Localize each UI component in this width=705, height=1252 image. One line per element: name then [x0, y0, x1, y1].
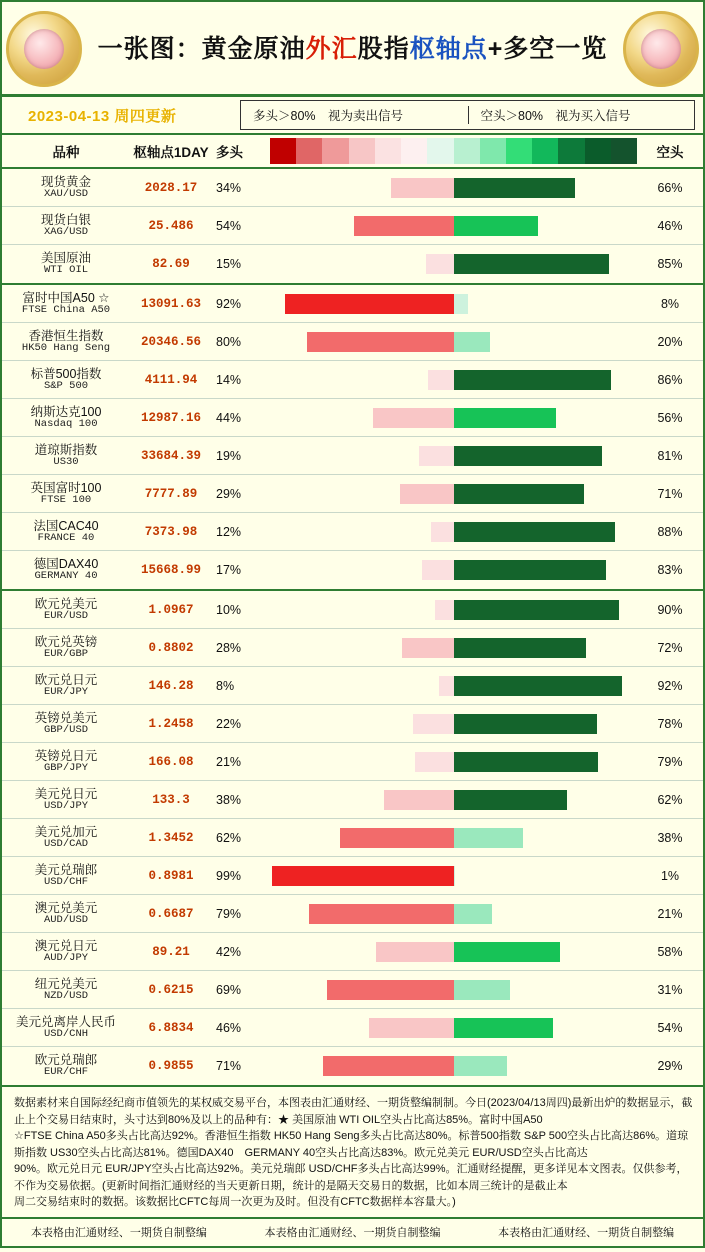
short-bar — [454, 294, 469, 314]
table-row[interactable] — [2, 857, 703, 895]
sentiment-bar-cell — [270, 361, 637, 398]
short-bar — [454, 1056, 507, 1076]
instrument-code: AUD/USD — [43, 913, 89, 926]
short-percent: 46% — [657, 218, 683, 233]
pivot-value: 0.9855 — [148, 1059, 194, 1073]
footer-note — [2, 1087, 703, 1219]
short-percent: 38% — [657, 830, 683, 845]
data-table — [2, 169, 703, 1087]
instrument-name — [2, 481, 130, 507]
instrument-name — [2, 673, 130, 699]
short-bar — [454, 638, 586, 658]
instrument-code: USD/JPY — [43, 799, 89, 812]
pivot-value: 0.8802 — [148, 640, 194, 655]
long-bar — [285, 294, 454, 314]
asset-group-0 — [2, 169, 703, 285]
short-bar — [454, 866, 456, 886]
long-bar — [272, 866, 454, 886]
instrument-name — [2, 443, 130, 469]
instrument-code: FRANCE 40 — [37, 531, 95, 544]
gradient-swatch-5 — [401, 138, 427, 164]
table-row[interactable] — [2, 1009, 703, 1047]
sentiment-bar-cell — [270, 971, 637, 1008]
sentiment-bar-cell — [270, 323, 637, 360]
gradient-swatch-3 — [349, 138, 375, 164]
long-percent: 54% — [216, 218, 242, 233]
long-bar — [369, 1018, 453, 1038]
instrument-name — [2, 977, 130, 1003]
pivot-value: 2028.17 — [144, 180, 198, 195]
title-part3: +多空一览 — [487, 35, 608, 63]
title-red: 外汇 — [305, 35, 358, 63]
short-bar — [454, 942, 560, 962]
instrument-label-cn: 澳元兑日元 — [34, 938, 98, 953]
pivot-value: 1.0967 — [148, 602, 194, 617]
short-bar — [454, 676, 623, 696]
pivot-value: 33684.39 — [140, 448, 201, 463]
instrument-label-cn: 澳元兑美元 — [34, 900, 98, 915]
short-percent: 54% — [657, 1020, 683, 1035]
gradient-swatch-4 — [375, 138, 401, 164]
sentiment-bar-cell — [270, 705, 637, 742]
short-bar — [454, 828, 524, 848]
pivot-value: 13091.63 — [140, 296, 201, 311]
table-row[interactable] — [2, 743, 703, 781]
long-bar — [431, 522, 453, 542]
instrument-code: WTI OIL — [43, 264, 89, 277]
long-percent: 80% — [216, 334, 242, 349]
instrument-code: XAU/USD — [43, 187, 89, 200]
gradient-swatch-6 — [427, 138, 453, 164]
instrument-label-cn: 欧元兑瑞郎 — [34, 1053, 98, 1068]
short-percent: 21% — [657, 906, 683, 921]
pivot-value: 1.3452 — [148, 830, 194, 845]
long-percent: 28% — [216, 640, 242, 655]
long-bar — [439, 676, 454, 696]
instrument-name — [2, 939, 130, 965]
long-bar — [426, 254, 454, 274]
title-blue: 枢轴点 — [409, 35, 488, 63]
table-row[interactable] — [2, 513, 703, 551]
gradient-swatch-9 — [506, 138, 532, 164]
instrument-label-cn: 纳斯达克100 — [30, 404, 102, 419]
sentiment-bar-cell — [270, 207, 637, 244]
short-percent: 62% — [657, 792, 683, 807]
medal-icon-right — [623, 11, 699, 87]
instrument-name — [2, 635, 130, 661]
short-percent: 1% — [660, 868, 680, 883]
long-bar — [400, 484, 453, 504]
instrument-label-cn: 现货黄金 — [40, 174, 91, 189]
gradient-swatch-10 — [532, 138, 558, 164]
instrument-label-cn: 标普500指数 — [30, 366, 102, 381]
pivot-value: 20346.56 — [140, 334, 201, 349]
sentiment-bar-cell — [270, 819, 637, 856]
pivot-value: 15668.99 — [140, 563, 201, 577]
gradient-swatch-12 — [585, 138, 611, 164]
sentiment-bar-cell — [270, 591, 637, 628]
instrument-name — [2, 291, 130, 317]
short-bar — [454, 1018, 553, 1038]
table-row[interactable] — [2, 629, 703, 667]
sentiment-bar-cell — [270, 437, 637, 474]
short-percent: 31% — [657, 982, 683, 997]
sentiment-bar-cell — [270, 629, 637, 666]
instrument-name — [2, 711, 130, 737]
instrument-label-cn: 道琼斯指数 — [34, 442, 98, 457]
short-percent: 8% — [660, 296, 680, 311]
short-percent: 83% — [657, 563, 683, 577]
table-row[interactable] — [2, 819, 703, 857]
short-percent: 72% — [657, 640, 683, 655]
long-percent: 15% — [216, 257, 242, 271]
instrument-code: XAG/USD — [43, 225, 89, 238]
short-bar — [454, 178, 575, 198]
instrument-label-cn: 富时中国A50 ☆ — [22, 290, 110, 305]
table-row[interactable] — [2, 399, 703, 437]
instrument-name — [2, 557, 130, 583]
long-bar — [307, 332, 454, 352]
short-percent: 56% — [657, 410, 683, 425]
instrument-code: HK50 Hang Seng — [21, 341, 111, 354]
instrument-label-cn: 美元兑日元 — [34, 786, 98, 801]
table-row[interactable] — [2, 475, 703, 513]
asset-group-2 — [2, 591, 703, 1087]
sentiment-bar-cell — [270, 475, 637, 512]
buy-signal-label: 空头＞80% 视为买入信号 — [468, 106, 695, 124]
long-percent: 44% — [216, 410, 242, 425]
table-row[interactable] — [2, 207, 703, 245]
instrument-label-cn: 美国原油 — [40, 251, 91, 266]
short-percent: 88% — [657, 524, 683, 539]
instrument-name — [2, 405, 130, 431]
pivot-value: 166.08 — [148, 754, 194, 769]
short-bar — [454, 370, 612, 390]
gradient-swatch-11 — [558, 138, 584, 164]
title-part1: 一张图：黄金原油 — [97, 35, 306, 63]
pivot-value: 146.28 — [148, 678, 194, 693]
long-percent: 17% — [216, 563, 242, 577]
long-percent: 22% — [216, 716, 242, 731]
long-bar — [354, 216, 453, 236]
long-percent: 92% — [216, 296, 242, 311]
short-bar — [454, 980, 511, 1000]
long-percent: 79% — [216, 906, 242, 921]
long-percent: 99% — [216, 868, 242, 883]
gradient-swatch-7 — [454, 138, 480, 164]
short-bar — [454, 904, 493, 924]
instrument-name — [2, 901, 130, 927]
short-bar — [454, 560, 606, 580]
short-bar — [454, 254, 610, 274]
col-header-name: 品种 — [52, 145, 80, 160]
short-percent: 81% — [657, 448, 683, 463]
pivot-value: 89.21 — [152, 944, 190, 959]
long-bar — [428, 370, 454, 390]
gradient-swatch-0 — [270, 138, 296, 164]
asset-group-1 — [2, 285, 703, 591]
long-bar — [309, 904, 454, 924]
table-row[interactable] — [2, 437, 703, 475]
instrument-name — [2, 213, 130, 239]
instrument-name — [2, 175, 130, 201]
sentiment-bar-cell — [270, 895, 637, 932]
gradient-swatch-13 — [611, 138, 637, 164]
long-bar — [435, 600, 453, 620]
instrument-code: GBP/JPY — [43, 761, 89, 774]
instrument-code: EUR/GBP — [43, 647, 89, 660]
credit-left: 本表格由汇通财经、一期货自制整编 — [30, 1226, 207, 1239]
short-percent: 20% — [657, 334, 683, 349]
instrument-code: GBP/USD — [43, 723, 89, 736]
instrument-label-cn: 欧元兑英镑 — [34, 634, 98, 649]
footer-line-2: ☆FTSE China A50多头占比高达92%。香港恒生指数 HK50 Hang Seng多头占比高达80%。标普500指数 S&P 500空头占比高达86%。道琼斯指数 US30空头占比高达81%。德国DAX40 GERMANY 40空头占比高达83%。欧元兑美元 EUR/USD空头占比高达 — [14, 1130, 689, 1159]
pivot-value: 25.486 — [148, 218, 194, 233]
footer-line-1: 数据素材来自国际经纪商市值领先的某权威交易平台，本图表由汇通财经、一期货整编制制。今日(2023/04/13周四)最新出炉的数据显示，截止上个交易日结束时，头寸达到80%及以上的品种有：★ 美国原油 WTI OIL空头占比高达85%。富时中国A50 — [14, 1097, 693, 1126]
instrument-label-cn: 英国富时100 — [30, 480, 102, 495]
pivot-value: 0.8981 — [148, 868, 194, 883]
long-percent: 38% — [216, 792, 242, 807]
long-percent: 69% — [216, 982, 242, 997]
short-bar — [454, 408, 557, 428]
short-percent: 92% — [657, 678, 683, 693]
instrument-label-cn: 美元兑瑞郎 — [34, 862, 98, 877]
credit-center: 本表格由汇通财经、一期货自制整编 — [264, 1226, 441, 1239]
gradient-swatch-2 — [322, 138, 348, 164]
sentiment-bar-cell — [270, 169, 637, 206]
long-percent: 34% — [216, 180, 242, 195]
long-bar — [415, 752, 454, 772]
sentiment-bar-cell — [270, 513, 637, 550]
long-bar — [327, 980, 454, 1000]
short-percent: 71% — [657, 486, 683, 501]
table-row[interactable] — [2, 285, 703, 323]
pivot-value: 1.2458 — [148, 716, 194, 731]
instrument-code: Nasdaq 100 — [34, 417, 98, 430]
short-bar — [454, 790, 568, 810]
instrument-label-cn: 美元兑离岸人民币 — [15, 1014, 116, 1029]
long-bar — [376, 942, 453, 962]
pivot-value: 12987.16 — [140, 410, 201, 425]
credits-row — [2, 1219, 703, 1246]
instrument-label-cn: 欧元兑日元 — [34, 672, 98, 687]
title-part2: 股指 — [357, 35, 410, 63]
long-bar — [422, 560, 453, 580]
long-percent: 14% — [216, 372, 242, 387]
instrument-code: US30 — [53, 455, 79, 468]
short-percent: 29% — [657, 1059, 683, 1073]
table-row[interactable] — [2, 781, 703, 819]
long-bar — [419, 446, 454, 466]
instrument-code: AUD/JPY — [43, 951, 89, 964]
sentiment-bar-cell — [270, 781, 637, 818]
col-header-short: 空头 — [656, 145, 684, 160]
instrument-code: FTSE China A50 — [21, 303, 111, 316]
sentiment-bar-cell — [270, 399, 637, 436]
table-row[interactable] — [2, 551, 703, 589]
credit-right: 本表格由汇通财经、一期货自制整编 — [498, 1226, 675, 1239]
pivot-value: 133.3 — [152, 792, 190, 807]
short-bar — [454, 484, 584, 504]
legend-row — [2, 97, 703, 135]
instrument-code: GERMANY 40 — [34, 570, 98, 583]
pivot-value: 7373.98 — [144, 524, 198, 539]
table-row[interactable] — [2, 1047, 703, 1085]
sentiment-bar-cell — [270, 857, 637, 894]
short-percent: 86% — [657, 372, 683, 387]
gradient-swatch-8 — [480, 138, 506, 164]
sentiment-bar-cell — [270, 743, 637, 780]
short-bar — [454, 522, 615, 542]
long-bar — [391, 178, 453, 198]
short-percent: 85% — [657, 257, 683, 271]
long-percent: 46% — [216, 1020, 242, 1035]
col-header-pivot: 枢轴点1DAY — [133, 145, 209, 160]
pivot-value: 7777.89 — [144, 486, 198, 501]
instrument-label-cn: 欧元兑美元 — [34, 596, 98, 611]
long-percent: 42% — [216, 944, 242, 959]
instrument-name — [2, 787, 130, 813]
long-percent: 21% — [216, 754, 242, 769]
long-percent: 62% — [216, 830, 242, 845]
sell-signal-label: 多头＞80% 视为卖出信号 — [253, 109, 404, 123]
instrument-name — [2, 1053, 130, 1079]
table-row[interactable] — [2, 591, 703, 629]
long-bar — [373, 408, 454, 428]
short-bar — [454, 332, 491, 352]
short-bar — [454, 752, 599, 772]
long-percent: 71% — [216, 1059, 242, 1073]
short-bar — [454, 600, 619, 620]
instrument-label-cn: 香港恒生指数 — [28, 328, 104, 343]
instrument-label-cn: 德国DAX40 — [33, 557, 99, 572]
instrument-name — [2, 519, 130, 545]
col-header-gradient — [270, 135, 637, 167]
footer-line-3: 90%。欧元兑日元 EUR/JPY空头占比高达92%。美元兑瑞郎 USD/CHF多头占比高达99%。汇通财经提醒，更多详见本文图表。仅供参考，不作为交易依据。(更新时间指汇通财经的当天更新日期，统计的是隔天交易日的数据，比如本周三统计的是截止本 — [14, 1163, 688, 1192]
instrument-code: EUR/CHF — [43, 1066, 89, 1079]
column-header-row — [2, 135, 703, 169]
instrument-code: NZD/USD — [43, 989, 89, 1002]
instrument-code: USD/CHF — [43, 875, 89, 888]
sentiment-bar-cell — [270, 933, 637, 970]
gradient-swatch-1 — [296, 138, 322, 164]
instrument-code: USD/CAD — [43, 837, 89, 850]
sentiment-bar-cell — [270, 667, 637, 704]
long-percent: 12% — [216, 524, 242, 539]
table-row[interactable] — [2, 169, 703, 207]
sentiment-bar-cell — [270, 245, 637, 283]
instrument-name — [2, 329, 130, 355]
pivot-value: 0.6215 — [148, 982, 194, 997]
signal-legend — [240, 100, 695, 130]
long-percent: 19% — [216, 448, 242, 463]
medal-icon-left — [6, 11, 82, 87]
instrument-label-cn: 英镑兑美元 — [34, 710, 98, 725]
instrument-code: EUR/JPY — [43, 685, 89, 698]
short-percent: 58% — [657, 944, 683, 959]
pivot-value: 4111.94 — [144, 372, 198, 387]
instrument-label-cn: 现货白银 — [40, 212, 91, 227]
short-percent: 66% — [657, 180, 683, 195]
short-percent: 78% — [657, 716, 683, 731]
long-bar — [384, 790, 454, 810]
footer-line-4: 周二交易结束时的数据。该数据比CFTC每周一次更为及时。但没有CFTC数据样本容量大。) — [14, 1196, 456, 1208]
instrument-label-cn: 英镑兑日元 — [34, 748, 98, 763]
instrument-name — [2, 825, 130, 851]
long-percent: 8% — [216, 678, 235, 693]
long-bar — [340, 828, 454, 848]
sentiment-bar-cell — [270, 1047, 637, 1085]
instrument-name — [2, 367, 130, 393]
long-percent: 29% — [216, 486, 242, 501]
sentiment-bar-cell — [270, 1009, 637, 1046]
table-row[interactable] — [2, 971, 703, 1009]
instrument-label-cn: 美元兑加元 — [34, 824, 98, 839]
table-row[interactable] — [2, 361, 703, 399]
short-percent: 90% — [657, 602, 683, 617]
gradient-scale — [270, 138, 637, 164]
col-header-long: 多头 — [216, 145, 243, 160]
instrument-name — [2, 1015, 130, 1041]
instrument-name — [2, 251, 130, 277]
long-bar — [413, 714, 453, 734]
table-row[interactable] — [2, 705, 703, 743]
instrument-name — [2, 863, 130, 889]
instrument-label-cn: 法国CAC40 — [33, 518, 99, 533]
short-bar — [454, 446, 603, 466]
instrument-code: EUR/USD — [43, 609, 89, 622]
instrument-name — [2, 749, 130, 775]
instrument-code: USD/CNH — [43, 1027, 89, 1040]
page-title — [86, 34, 619, 64]
instrument-code: FTSE 100 — [40, 493, 92, 506]
pivot-value: 82.69 — [152, 257, 190, 271]
pivot-value: 6.8834 — [148, 1020, 194, 1035]
short-bar — [454, 714, 597, 734]
header — [2, 2, 703, 94]
long-bar — [402, 638, 453, 658]
table-row[interactable] — [2, 895, 703, 933]
table-row[interactable] — [2, 245, 703, 283]
long-bar — [323, 1056, 453, 1076]
table-row[interactable] — [2, 667, 703, 705]
table-row[interactable] — [2, 933, 703, 971]
update-date: 2023-04-13 周四更新 — [28, 107, 177, 125]
long-percent: 10% — [216, 602, 242, 617]
sentiment-bar-cell — [270, 285, 637, 322]
table-row[interactable] — [2, 323, 703, 361]
instrument-code: S&P 500 — [43, 379, 89, 392]
sentiment-bar-cell — [270, 551, 637, 589]
short-percent: 79% — [657, 754, 683, 769]
instrument-label-cn: 纽元兑美元 — [34, 976, 98, 991]
pivot-value: 0.6687 — [148, 906, 194, 921]
short-bar — [454, 216, 538, 236]
instrument-name — [2, 597, 130, 623]
